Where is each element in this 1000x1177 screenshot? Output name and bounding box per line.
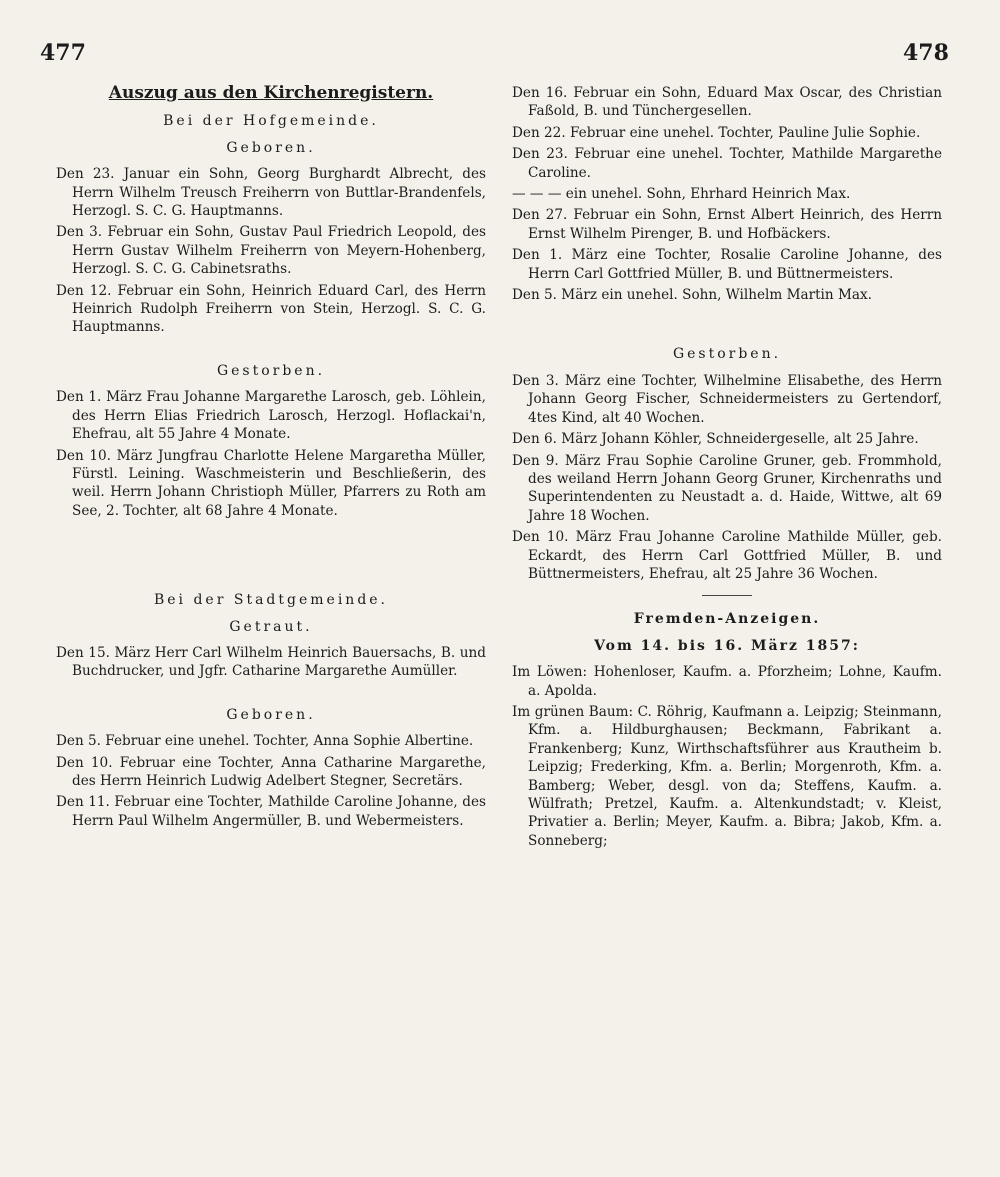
section-title: Auszug aus den Kirchenregistern. — [108, 83, 434, 103]
birth-entry: Den 16. Februar ein Sohn, Eduard Max Oscar, des Christian Faßold, B. und Tünchergesellen. — [512, 85, 942, 120]
birth-entry: Den 3. Februar ein Sohn, Gustav Paul Friedrich Leopold, des Herrn Gustav Wilhelm Freiherrn von Meyern-Hohenberg, Herzogl. S. C. G. Cabinetsraths. — [56, 224, 486, 278]
fremden-date: Vom 14. bis 16. März 1857: — [594, 637, 860, 654]
death-entry: Den 10. März Jungfrau Charlotte Helene Margaretha Müller, Fürstl. Leining. Waschmeisterin und Beschließerin, des weil. Herrn Johann Christioph Müller, Pfarrers zu Roth am See, 2. Tochter, alt 68 Jahre 4 Monate. — [56, 447, 486, 519]
getraut-heading: Getraut. — [229, 618, 313, 635]
death-entry: Den 1. März Frau Johanne Margarethe Larosch, geb. Löhlein, des Herrn Elias Friedrich Larosch, Herzogl. Hoflackai'n, Ehefrau, alt 55 Jahre 4 Monate. — [56, 389, 486, 443]
marriage-entry: Den 15. März Herr Carl Wilhelm Heinrich Bauersachs, B. und Buchdrucker, und Jgfr. Catharine Margarethe Aumüller. — [56, 644, 486, 680]
birth-entry: Den 5. Februar eine unehel. Tochter, Anna Sophie Albertine. — [56, 733, 474, 750]
birth-entry: Den 12. Februar ein Sohn, Heinrich Eduard Carl, des Herrn Heinrich Rudolph Freiherrn von Stein, Herzogl. S. C. G. Hauptmanns. — [56, 282, 486, 336]
page-number-left: 477 — [40, 40, 86, 66]
death-entry: Den 3. März eine Tochter, Wilhelmine Elisabethe, des Herrn Johann Georg Fischer, Schneidermeisters zu Gertendorf, 4tes Kind, alt 40 Wochen. — [512, 372, 942, 426]
visitor-entry: Im grünen Baum: C. Röhrig, Kaufmann a. Leipzig; Steinmann, Kfm. a. Hildburghausen; Beckmann, Fabrikant a. Frankenberg; Kunz, Wirthschaftsführer aus Krautheim b. Leipzig; Frederking, Kfm. a. Berlin; Morgenroth, Kfm. a. Bamberg; Weber, desgl. von da; Steffens, Kaufm. a. Wülfrath; Pretzel, Kaufm. a. Altenkundstadt; v. Kleist, Privatier a. Berlin; Meyer, Kaufm. a. Bibra; Jakob, Kfm. a. Sonneberg; — [512, 703, 942, 849]
fremden-heading: Fremden-Anzeigen. — [633, 611, 821, 628]
geboren-heading-2: Geboren. — [226, 706, 316, 723]
birth-entry: Den 23. Januar ein Sohn, Georg Burghardt Albrecht, des Herrn Wilhelm Treusch Freiherrn von Buttlar-Brandenfels, Herzogl. S. C. G. Hauptmanns. — [56, 166, 486, 220]
birth-entry: Den 1. März eine Tochter, Rosalie Caroline Johanne, des Herrn Carl Gottfried Müller, B. und Büttnermeisters. — [512, 247, 942, 282]
birth-entry: Den 22. Februar eine unehel. Tochter, Pauline Julie Sophie. — [512, 124, 921, 141]
birth-entry: Den 11. Februar eine Tochter, Mathilde Caroline Johanne, des Herrn Paul Wilhelm Angermüller, B. und Webermeisters. — [56, 794, 486, 829]
birth-entry: — — — ein unehel. Sohn, Ehrhard Heinrich Max. — [512, 186, 851, 203]
right-column — [512, 84, 942, 853]
left-column — [56, 84, 486, 833]
hofgemeinde-heading: Bei der Hofgemeinde. — [163, 113, 379, 130]
geboren-heading: Geboren. — [226, 139, 316, 156]
birth-entry: Den 27. Februar ein Sohn, Ernst Albert Heinrich, des Herrn Ernst Wilhelm Pirenger, B. und Hofbäckers. — [512, 207, 942, 242]
section-divider — [702, 595, 752, 596]
visitor-entry: Im Löwen: Hohenloser, Kaufm. a. Pforzheim; Lohne, Kaufm. a. Apolda. — [512, 664, 942, 699]
gestorben-heading-right: Gestorben. — [672, 346, 782, 363]
death-entry: Den 10. März Frau Johanne Caroline Mathilde Müller, geb. Eckardt, des Herrn Carl Gottfried Müller, B. und Büttnermeisters, Ehefrau, alt 25 Jahre 36 Wochen. — [512, 529, 942, 582]
gestorben-heading: Gestorben. — [216, 362, 326, 379]
birth-entry: Den 5. März ein unehel. Sohn, Wilhelm Martin Max. — [512, 287, 872, 304]
death-entry: Den 6. März Johann Köhler, Schneidergeselle, alt 25 Jahre. — [512, 431, 919, 448]
birth-entry: Den 10. Februar eine Tochter, Anna Catharine Margarethe, des Herrn Heinrich Ludwig Adelbert Stegner, Secretärs. — [56, 754, 486, 789]
stadtgemeinde-heading: Bei der Stadtgemeinde. — [153, 592, 389, 609]
death-entry: Den 9. März Frau Sophie Caroline Gruner, geb. Frommhold, des weiland Herrn Johann Georg Gruner, Kirchenraths und Superintendenten zu Neustadt a. d. Haide, Wittwe, alt 69 Jahre 18 Wochen. — [512, 452, 942, 524]
page-number-right: 478 — [903, 40, 949, 66]
birth-entry: Den 23. Februar eine unehel. Tochter, Mathilde Margarethe Caroline. — [512, 146, 942, 181]
